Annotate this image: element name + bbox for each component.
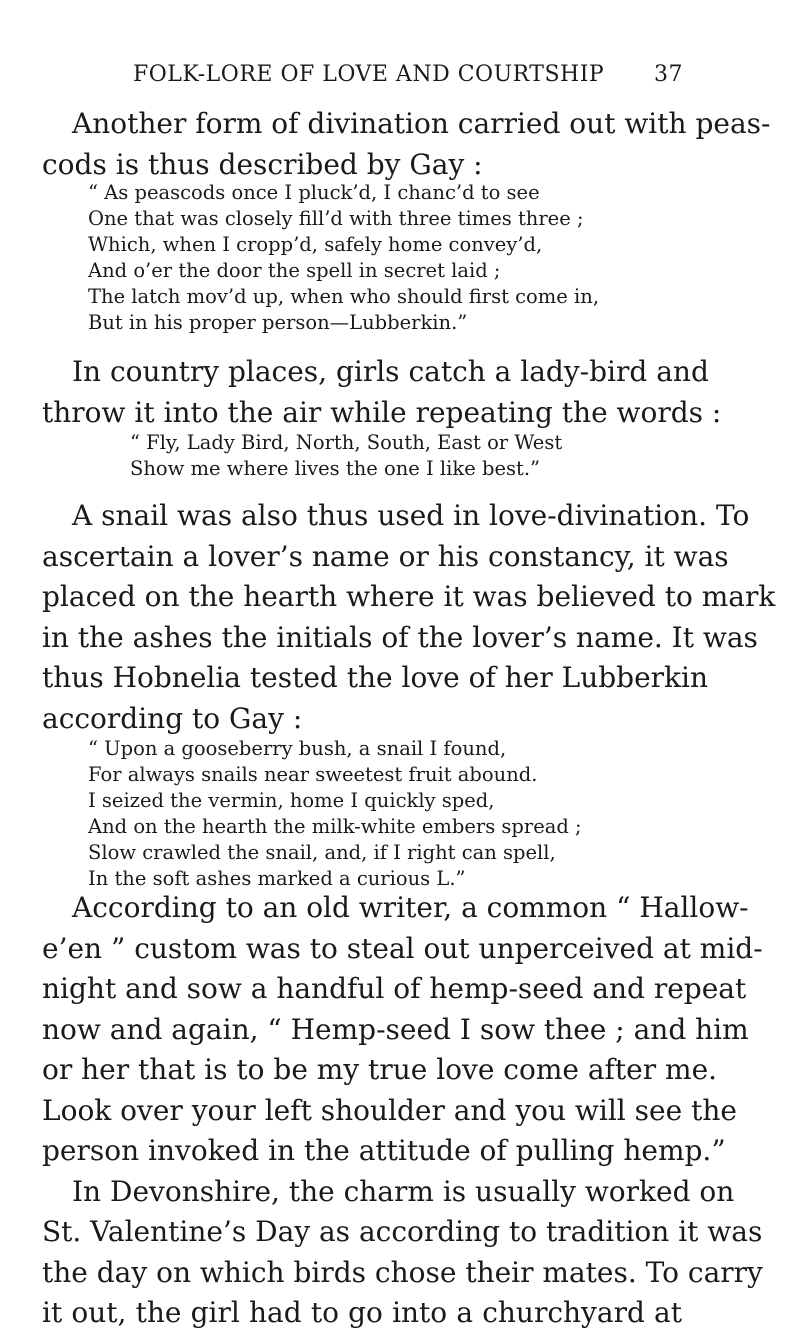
verse-quote-1: [88, 180, 599, 336]
text-line: the day on which birds chose their mates. To carry: [42, 1255, 763, 1289]
verse-line: “ Fly, Lady Bird, North, South, East or West: [130, 431, 563, 454]
running-head: [133, 62, 683, 96]
text-line: it out, the girl had to go into a churchyard at: [42, 1296, 682, 1329]
verse-line: For always snails near sweetest fruit abound.: [88, 763, 538, 786]
verse-line: Show me where lives the one I like best.”: [130, 457, 540, 480]
text-line: or her that is to be my true love come after me.: [42, 1053, 718, 1086]
text-line: In country places, girls catch a lady-bird and: [72, 355, 709, 388]
verse-line: The latch mov’d up, when who should first come in,: [88, 285, 600, 308]
text-line: In Devonshire, the charm is usually worked on: [72, 1174, 735, 1208]
text-line: According to an old writer, a common “ Hallow-: [72, 891, 749, 924]
text-line: A snail was also thus used in love-divination. To: [72, 499, 750, 532]
verse-quote-3: [88, 736, 582, 892]
paragraph-4: [42, 888, 763, 1334]
text-line: now and again, “ Hemp-seed I sow thee ; and him: [42, 1012, 749, 1046]
verse-line: But in his proper person—Lubberkin.”: [88, 311, 468, 334]
text-line: e’en ” custom was to steal out unperceived at mid-: [42, 931, 763, 965]
verse-line: And o’er the door the spell in secret laid ;: [88, 259, 501, 282]
paragraph-3: [42, 496, 776, 739]
verse-line: Which, when I cropp’d, safely home convey’d,: [88, 233, 543, 256]
verse-line: “ As peascods once I pluck’d, I chanc’d to see: [88, 181, 540, 204]
text-line: night and sow a handful of hemp-seed and repeat: [42, 972, 747, 1005]
text-line: Look over your left shoulder and you will see the: [42, 1093, 737, 1127]
verse-line: “ Upon a gooseberry bush, a snail I found,: [88, 737, 507, 760]
text-line: placed on the hearth where it was believed to mark: [42, 580, 776, 613]
running-head-title: FOLK-LORE OF LOVE AND COURTSHIP: [133, 62, 605, 87]
text-line: Another form of divination carried out with peas-: [72, 107, 771, 140]
text-line: ascertain a lover’s name or his constancy, it was: [42, 539, 729, 573]
text-line: in the ashes the initials of the lover’s name. It was: [42, 620, 758, 654]
verse-quote-2: [130, 430, 562, 482]
paragraph-2: [42, 352, 722, 433]
text-line: throw it into the air while repeating the words :: [42, 395, 722, 429]
paragraph-1: [42, 104, 771, 185]
text-line: cods is thus described by Gay :: [42, 147, 483, 181]
verse-line: I seized the vermin, home I quickly sped,: [88, 789, 495, 812]
verse-line: And on the hearth the milk-white embers spread ;: [88, 815, 582, 838]
text-line: thus Hobnelia tested the love of her Lubberkin: [42, 661, 708, 694]
verse-line: One that was closely fill’d with three times three ;: [88, 207, 584, 230]
verse-line: Slow crawled the snail, and, if I right can spell,: [88, 841, 556, 864]
page-number: 37: [654, 62, 683, 87]
text-line: according to Gay :: [42, 701, 303, 735]
text-line: person invoked in the attitude of pulling hemp.”: [42, 1134, 726, 1167]
verse-line: In the soft ashes marked a curious L.”: [88, 867, 466, 890]
text-line: St. Valentine’s Day as according to tradition it was: [42, 1215, 763, 1248]
